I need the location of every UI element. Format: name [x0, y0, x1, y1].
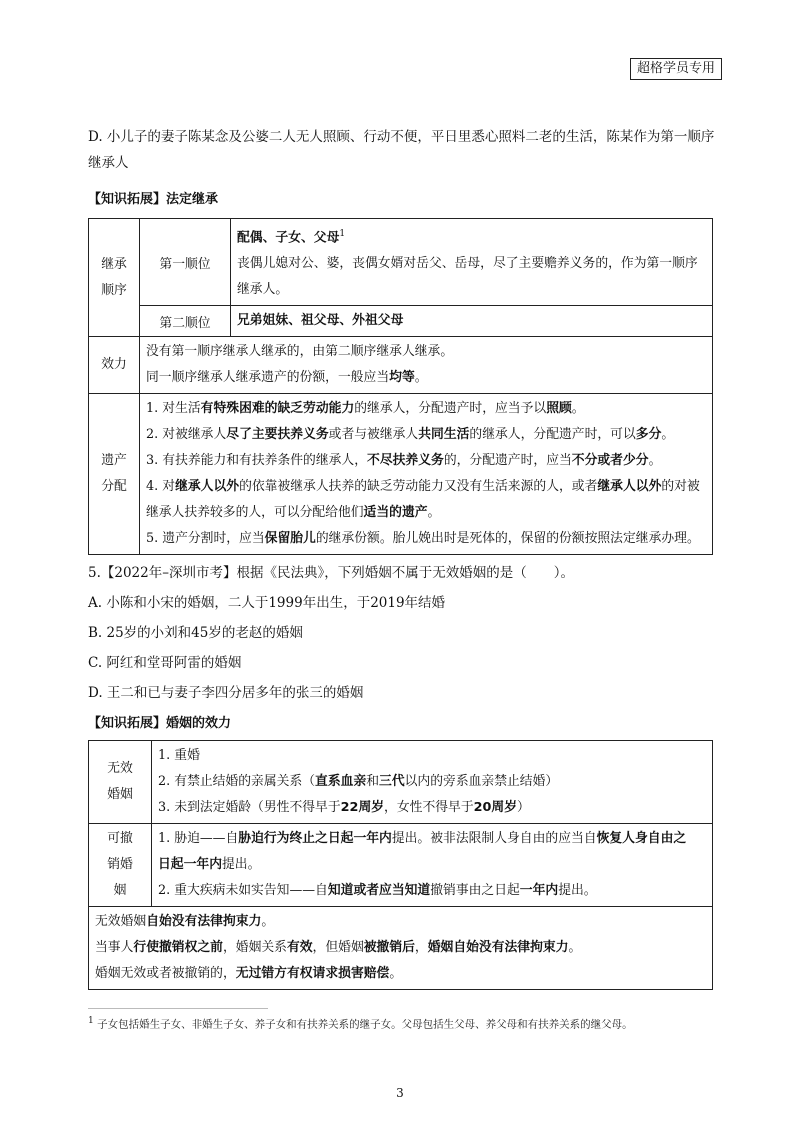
dist-rule-5: 5. 遗产分割时，应当保留胎儿的继承份额。胎儿娩出时是死体的，保留的份额按照法定继承办理。 — [146, 531, 700, 547]
question-5-option-d: D. 王二和已与妻子李四分居多年的张三的婚姻 — [88, 685, 364, 701]
section1-heading-title: 法定继承 — [166, 192, 219, 207]
invalid-marriage-label: 无效婚姻 — [89, 741, 152, 824]
summary-line-1: 无效婚姻自始没有法律拘束力。 — [95, 914, 275, 929]
effect-label: 效力 — [89, 337, 140, 394]
page-number: 3 — [396, 1086, 404, 1100]
succession-order-label: 继承顺序 — [89, 219, 140, 337]
option-d-continued: D. 小儿子的妻子陈某念及公婆二人无人照顾、行动不便，平日里悉心照料二老的生活，陈某作为第一顺序继承人 — [88, 129, 715, 171]
student-exclusive-badge: 超格学员专用 — [630, 58, 722, 80]
invalid-rule-3: 3. 未到法定婚龄（男性不得早于22周岁，女性不得早于20周岁） — [158, 800, 530, 815]
revocable-rule-2: 2. 重大疾病未如实告知——自知道或者应当知道撤销事由之日起一年内提出。 — [158, 883, 597, 898]
footnote-divider — [88, 1008, 268, 1009]
footnote-ref: 1 — [339, 229, 346, 239]
effect-line-2: 同一顺序继承人继承遗产的份额，一般应当均等。 — [146, 370, 428, 386]
summary-line-2: 当事人行使撤销权之前，婚姻关系有效，但婚姻被撤销后，婚姻自始没有法律拘束力。 — [95, 940, 582, 955]
revocable-marriage-label: 可撤销婚姻 — [89, 824, 152, 907]
distribution-content — [140, 394, 713, 555]
summary-line-3: 婚姻无效或者被撤销的，无过错方有权请求损害赔偿。 — [95, 966, 403, 981]
first-order-label: 第一顺位 — [140, 219, 231, 306]
second-order-label: 第二顺位 — [140, 306, 231, 337]
dist-rule-3: 3. 有扶养能力和有扶养条件的继承人，不尽扶养义务的，分配遗产时，应当不分或者少分。 — [146, 453, 662, 469]
second-order-heirs: 兄弟姐妹、祖父母、外祖父母 — [231, 306, 713, 337]
question-5-stem: 5.【2022年–深圳市考】根据《民法典》，下列婚姻不属于无效婚姻的是（ ）。 — [88, 565, 574, 581]
section1-heading-bracket: 【知识拓展】 — [88, 192, 167, 207]
invalid-rule-1: 1. 重婚 — [158, 748, 200, 763]
marriage-summary — [89, 907, 713, 990]
dist-rule-4: 4. 对继承人以外的依靠被继承人扶养的缺乏劳动能力又没有生活来源的人，或者继承人以外的对被继承人扶养较多的人，可以分配给他们适当的遗产。 — [146, 479, 700, 521]
distribution-label: 遗产分配 — [89, 394, 140, 555]
first-order-content — [231, 219, 713, 306]
first-order-text: 丧偶儿媳对公、婆，丧偶女婿对岳父、岳母，尽了主要赡养义务的，作为第一顺序继承人。 — [237, 256, 698, 298]
dist-rule-2: 2. 对被继承人尽了主要扶养义务或者与被继承人共同生活的继承人，分配遗产时，可以多分。 — [146, 427, 675, 443]
inheritance-table — [88, 218, 713, 555]
footnote-mark: 1 — [88, 1016, 94, 1026]
revocable-marriage-content — [152, 824, 713, 907]
invalid-marriage-content — [152, 741, 713, 824]
effect-line-1: 没有第一顺序继承人继承的，由第二顺序继承人继承。 — [146, 344, 454, 360]
footnote — [88, 1016, 728, 1032]
section1-heading — [88, 186, 718, 213]
effect-content — [140, 337, 713, 394]
revocable-rule-1: 1. 胁迫——自胁迫行为终止之日起一年内提出。被非法限制人身自由的应当自恢复人身自由之 日起一年内提出。 — [158, 831, 687, 872]
dist-rule-1: 1. 对生活有特殊困难的缺乏劳动能力的继承人，分配遗产时，应当予以照顾。 — [146, 401, 585, 417]
marriage-effect-table — [88, 740, 713, 990]
question-5-option-c: C. 阿红和堂哥阿雷的婚姻 — [88, 655, 242, 671]
footnote-text: 子女包括婚生子女、非婚生子女、养子女和有扶养关系的继子女。父母包括生父母、养父母和有扶养关系的继父母。 — [97, 1018, 633, 1031]
question-5-option-a: A. 小陈和小宋的婚姻，二人于1999年出生，于2019年结婚 — [88, 595, 446, 611]
first-order-heirs: 配偶、子女、父母 — [237, 230, 340, 246]
invalid-rule-2: 2. 有禁止结婚的亲属关系（直系血亲和三代以内的旁系血亲禁止结婚） — [158, 774, 559, 789]
section2-heading — [88, 710, 718, 737]
section2-heading-title: 婚姻的效力 — [166, 716, 232, 731]
section2-heading-bracket: 【知识拓展】 — [88, 716, 167, 731]
question-5-option-b: B. 25岁的小刘和45岁的老赵的婚姻 — [88, 625, 303, 641]
